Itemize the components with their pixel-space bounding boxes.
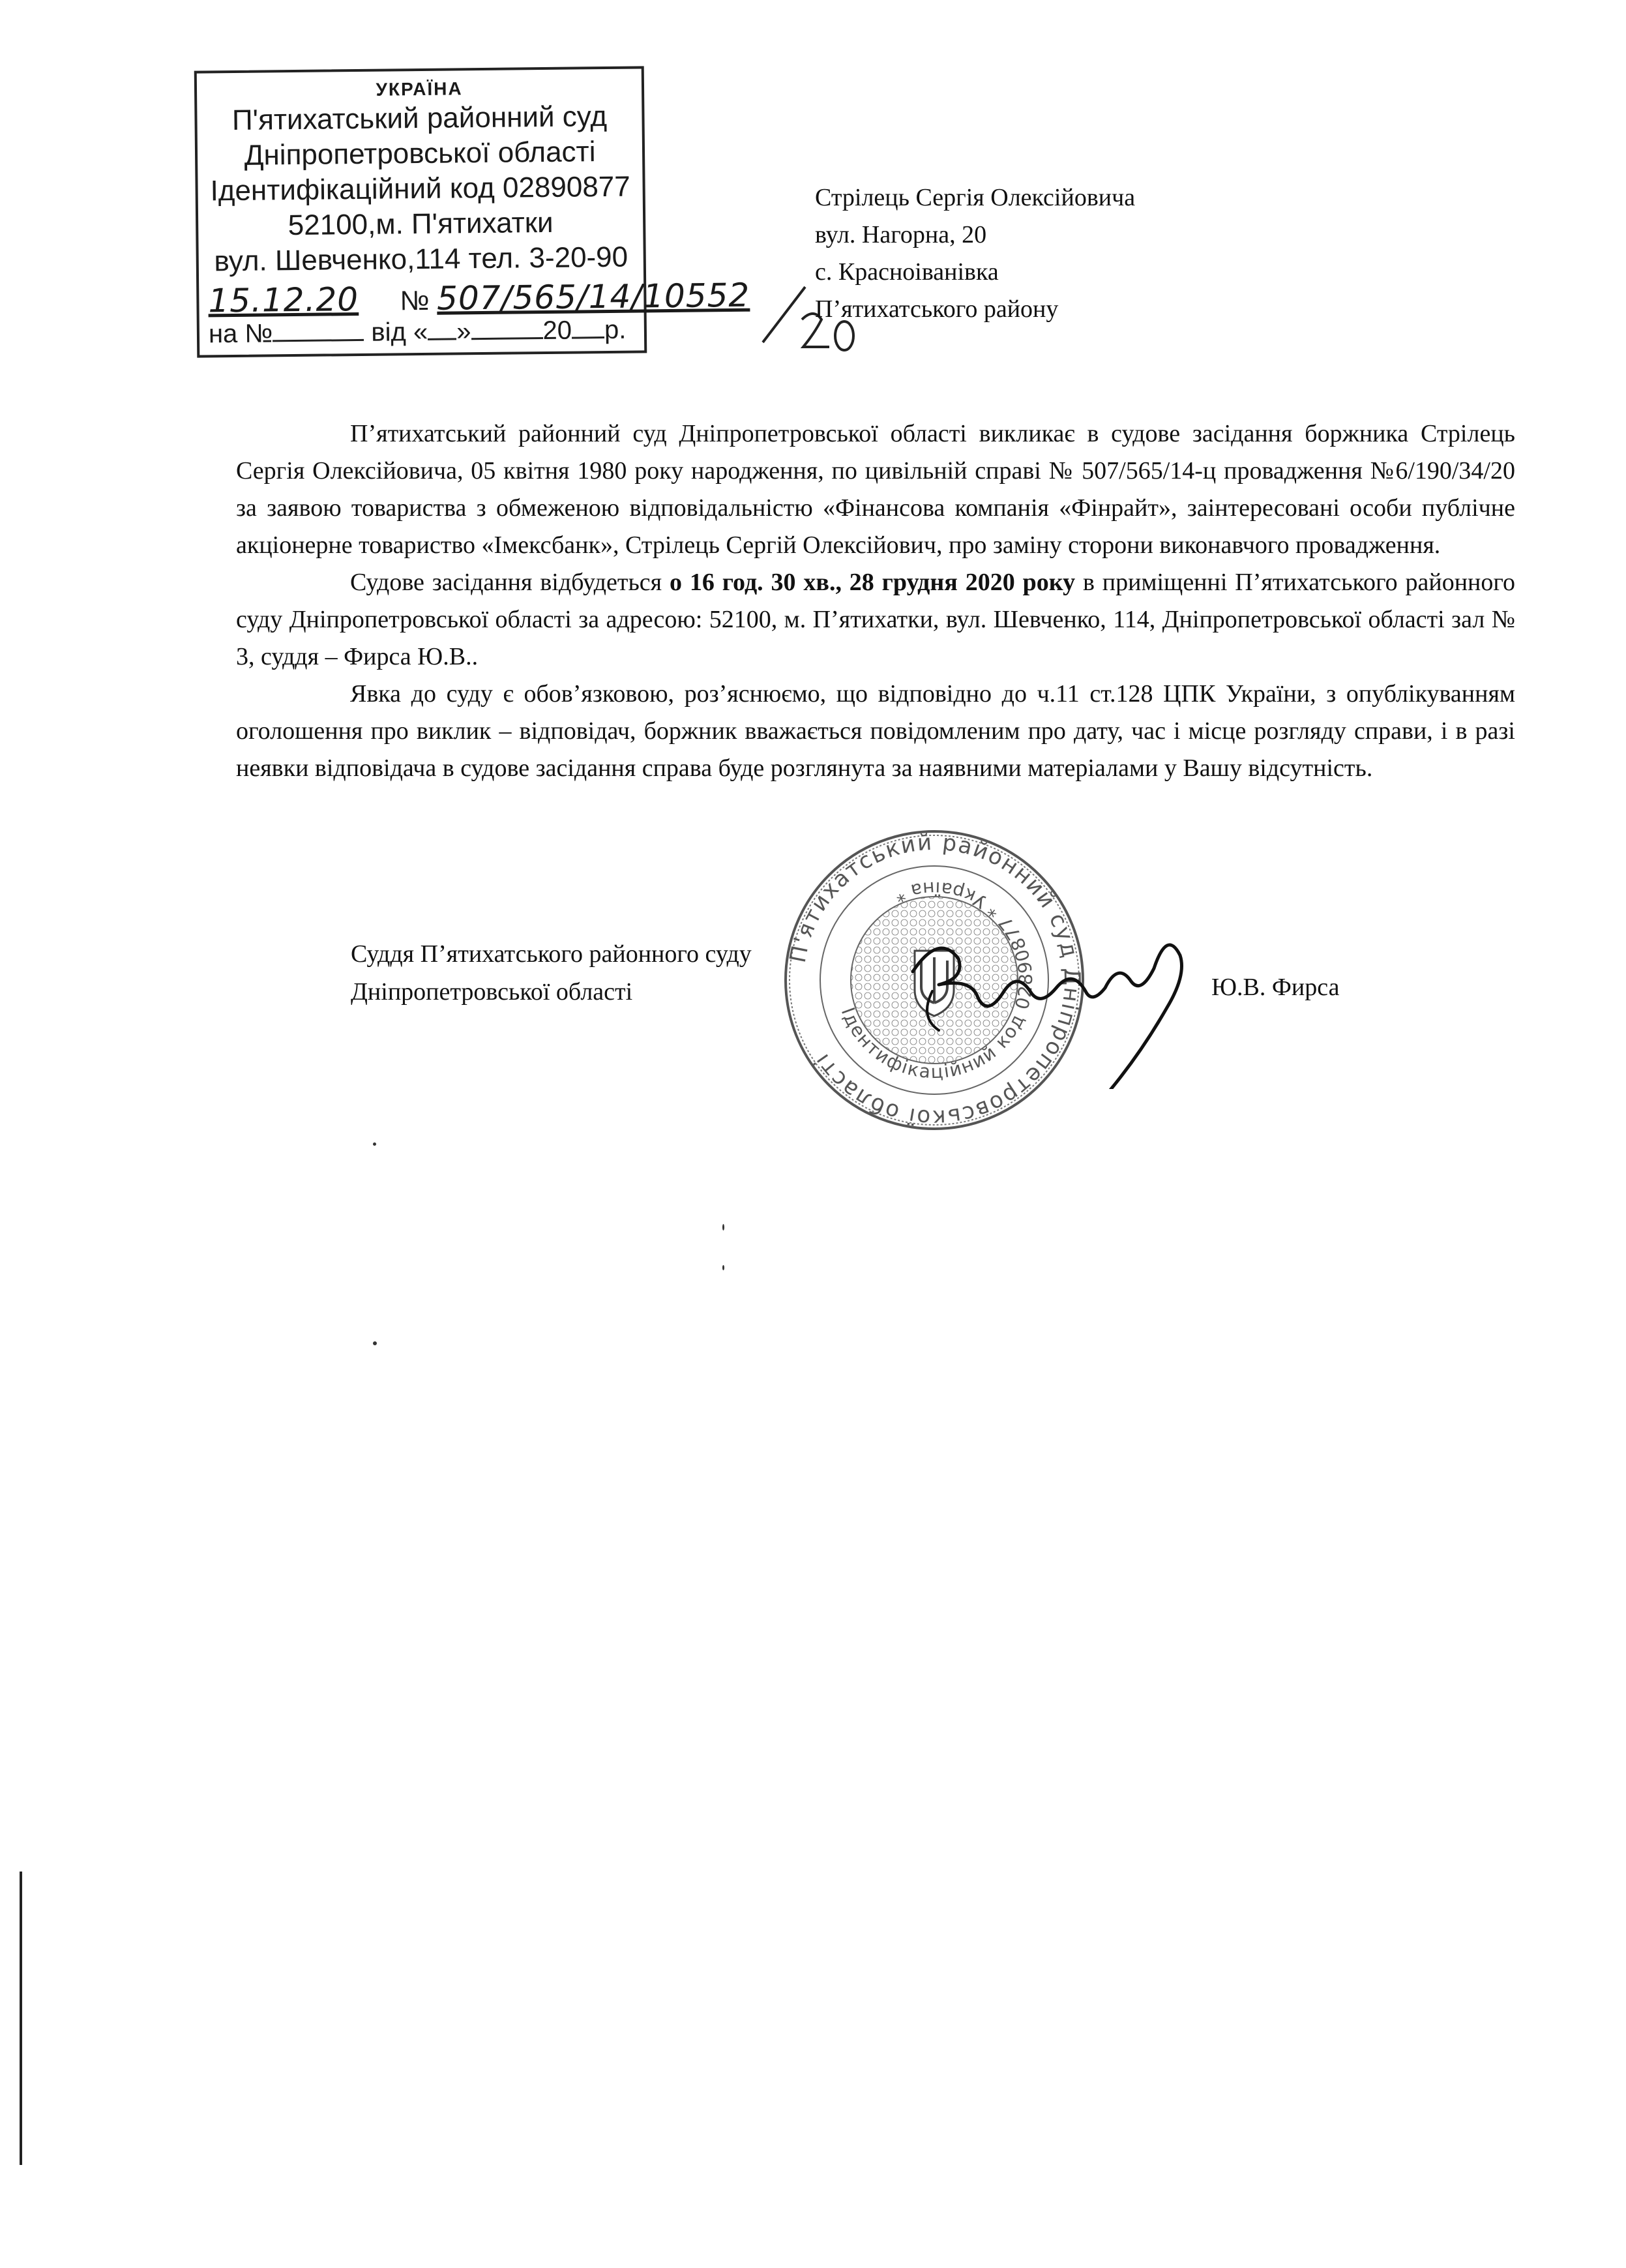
hearing-text-start: Судове засідання відбудеться [350,569,670,596]
hearing-text-end: в приміщенні П’ятихатського районного суду Дніпропетровської області за адресою: 52100, м. П’ятихатки, вул. Шевченко, 114, Дніпропетровської області зал № 3, суддя – Фирса Ю.В.. [236,569,1515,670]
stamp-region: Дніпропетровської області [244,136,596,172]
body-paragraph-hearing [236,564,1515,676]
stamp-id-code: Ідентифікаційний код 02890877 [210,170,630,207]
stamp-outgoing-line [208,276,750,320]
addressee-block [815,179,1135,328]
seal-outer-text: П'ятихатський районний суд Дніпропетровської області [784,829,1086,1131]
stamp-postal-city: 52100,м. П'ятихатки [288,206,554,242]
hearing-datetime: о 16 год. 30 хв., 28 грудня 2020 року [670,569,1076,596]
stamp-reference-line [209,316,627,350]
stamp-court-name: П'ятихатський районний суд [231,100,608,137]
stamp-ref-year-suffix: р. [604,315,627,345]
body-paragraph-summons: П’ятихатський районний суд Дніпропетровської області викликає в судове засідання боржника Стрілець Сергія Олексійовича, 05 квітня 1980 року народження, по цивільній справі № 507/565/14-ц провадження №6/190/34/20 за заявою товариства з обмеженою відповідальністю «Фінансова компанія «Фінрайт», заінтересовані особи публічне акціонерне товариство «Імексбанк», Стрілець Сергій Олексійович, про заміну сторони виконавчого провадження. [236,420,1515,559]
addressee-village: с. Красноіванівка [815,258,999,286]
addressee-name: Стрілець Сергія Олексійовича [815,184,1136,211]
stamp-date-handwritten: 15.12.20 [208,280,359,320]
handwritten-signature [893,893,1232,1089]
signatory-name: Ю.В. Фирса [1211,974,1340,1001]
stamp-number-handwritten: 507/565/14/10552 [436,276,750,318]
stamp-number-label: № [400,284,430,316]
body-paragraph-attendance: Явка до суду є обов’язковою, роз’яснюємо, що відповідно до ч.11 ст.128 ЦПК України, з опублікуванням оголошення про виклик – відповідач, боржник вважається повідомленим про дату, час і місце розгляду справи, і в разі неявки відповідача в судове засідання справа буде розглянута за наявними матеріалами у Вашу відсутність. [236,680,1515,782]
signatory-title [351,935,752,1011]
stamp-country: УКРАЇНА [376,78,463,100]
scan-margin-line [20,1872,22,2165]
stamp-street-phone: вул. Шевченко,114 тел. 3-20-90 [214,241,628,278]
stamp-ref-quote-close: » [456,317,471,346]
stamp-ref-prefix: на № [208,319,273,349]
notice-body [236,415,1515,787]
addressee-district: П’ятихатського району [815,295,1059,323]
seal-inner-text: Ідентифікаційний код 02890877 * Україна * [836,877,1037,1083]
stamp-ref-year: 20 [542,316,572,346]
registry-stamp [194,66,750,357]
addressee-street: вул. Нагорна, 20 [815,221,987,248]
signatory-title-line1: Суддя П’ятихатського районного суду [351,940,752,968]
stamp-ref-from: від « [371,317,428,347]
signatory-title-line2: Дніпропетровської області [351,978,633,1006]
